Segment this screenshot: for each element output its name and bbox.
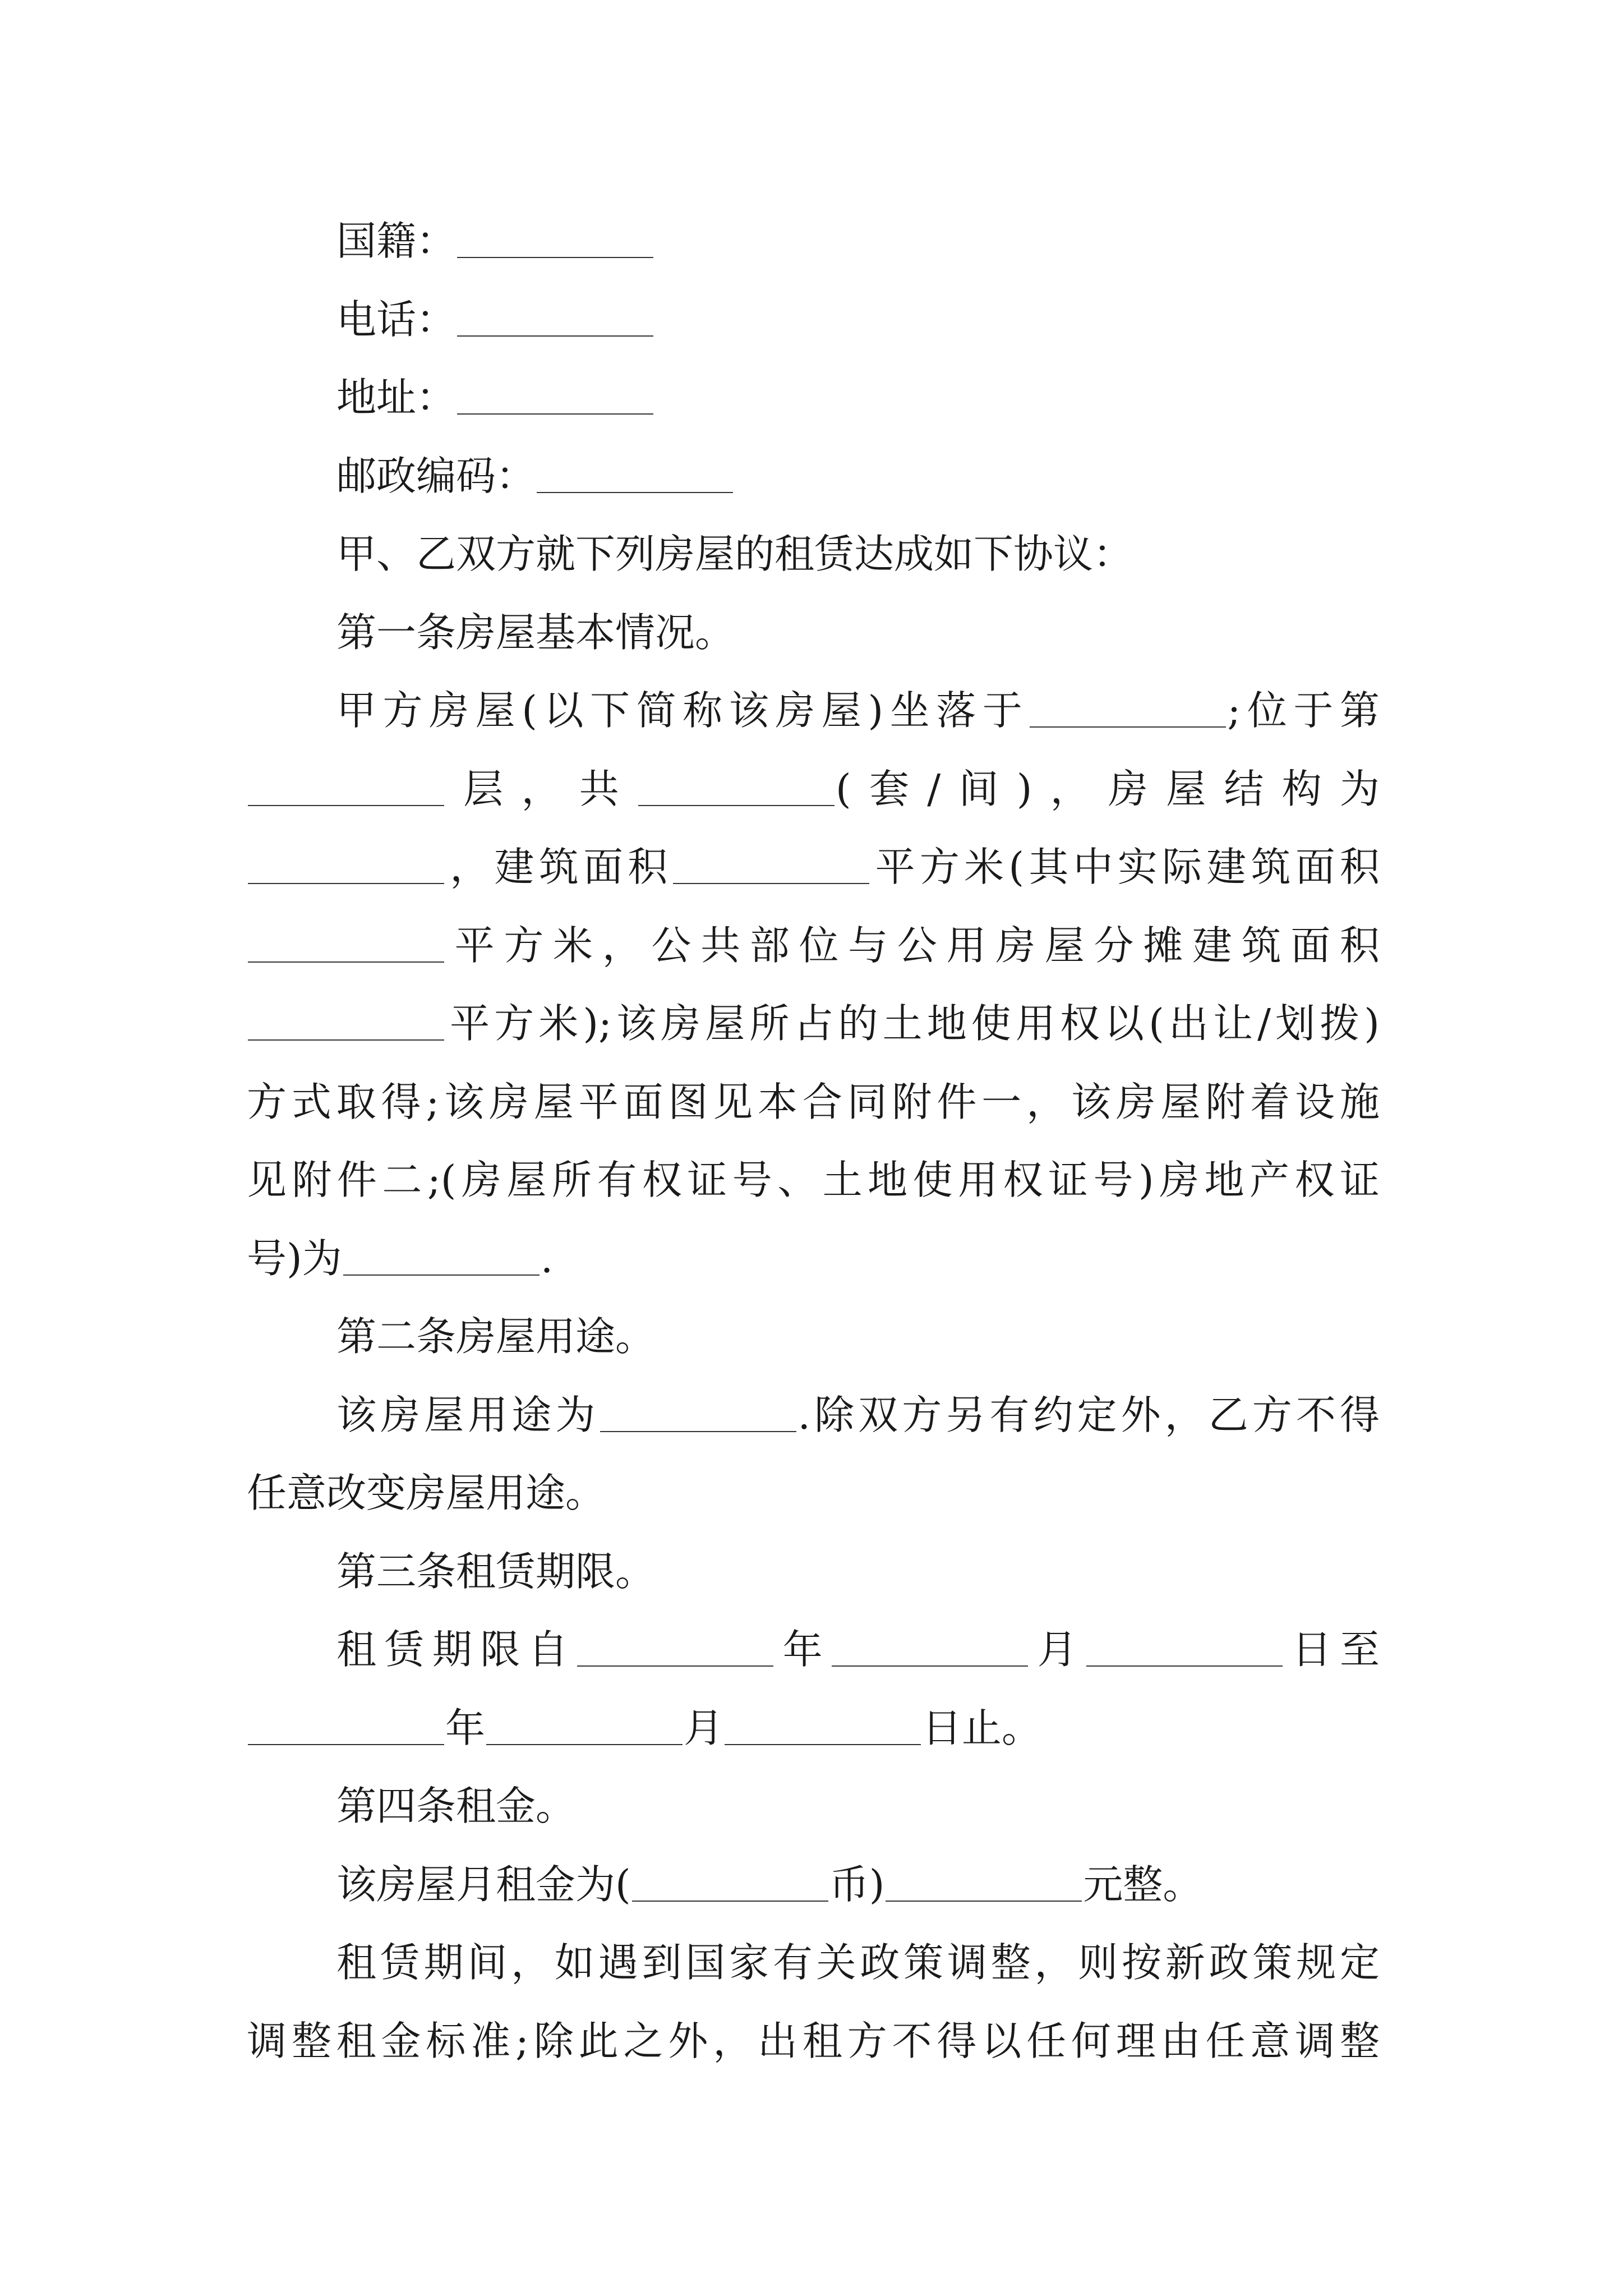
article-1-line-5: 平方米);该房屋所占的土地使用权以(出让/划拨) xyxy=(247,984,1380,1063)
structure-blank[interactable] xyxy=(248,882,444,884)
start-day-blank[interactable] xyxy=(1086,1665,1283,1667)
article-3-title: 第三条租赁期限。 xyxy=(336,1548,656,1595)
actual-area-blank[interactable] xyxy=(248,961,444,963)
article-4-title: 第四条租金。 xyxy=(336,1783,576,1829)
end-year-blank[interactable] xyxy=(248,1743,444,1745)
usage-blank[interactable] xyxy=(600,1430,796,1432)
agreement-intro: 甲、乙双方就下列房屋的租赁达成如下协议： xyxy=(336,531,1133,577)
location-blank[interactable] xyxy=(1030,726,1226,728)
postal-code-line: 邮政编码： xyxy=(247,437,1380,516)
article-1-line-6: 方式取得;该房屋平面图见本合同附件一，该房屋附着设施 xyxy=(247,1078,1380,1125)
article-3-line-1: 租赁期限自 年 月 日至 xyxy=(336,1626,1380,1673)
currency-blank[interactable] xyxy=(632,1900,828,1902)
end-day-blank[interactable] xyxy=(725,1743,921,1745)
contract-body xyxy=(247,202,1380,2080)
article-1-line-7: 见附件二;(房屋所有权证号、土地使用权证号)房地产权证 xyxy=(247,1157,1380,1203)
rent-amount-blank[interactable] xyxy=(886,1900,1082,1902)
nationality-blank[interactable] xyxy=(457,256,653,258)
article-2-line-2: 任意改变房屋用途。 xyxy=(247,1470,606,1516)
floor-blank[interactable] xyxy=(248,804,444,806)
postal-code-blank[interactable] xyxy=(537,491,733,493)
address-blank[interactable] xyxy=(457,413,653,415)
start-month-blank[interactable] xyxy=(832,1665,1028,1667)
building-area-blank[interactable] xyxy=(673,882,869,884)
phone-line: 电话： xyxy=(247,280,1380,359)
phone-blank[interactable] xyxy=(457,335,653,337)
article-4-line-3: 调整租金标准;除此之外，出租方不得以任何理由任意调整 xyxy=(247,2017,1380,2064)
article-3-line-2: 年 月 日止。 xyxy=(247,1689,1380,1768)
article-1-line-2: 层，共 (套/间)，房屋结构为 xyxy=(247,750,1380,829)
article-1-line-8: 号)为 . xyxy=(247,1235,554,1282)
article-4-line-1: 该房屋月租金为( 币) 元整。 xyxy=(336,1861,1203,1908)
nationality-line: 国籍： xyxy=(247,202,1380,280)
start-year-blank[interactable] xyxy=(577,1665,773,1667)
article-4-line-2: 租赁期间，如遇到国家有关政策调整，则按新政策规定 xyxy=(336,1939,1380,1986)
total-blank[interactable] xyxy=(638,804,834,806)
end-month-blank[interactable] xyxy=(486,1743,683,1745)
article-1-line-1: 甲方房屋(以下简称该房屋)坐落于 ;位于第 xyxy=(336,687,1380,734)
article-1-line-3: ，建筑面积 平方米(其中实际建筑面积 xyxy=(247,828,1380,907)
address-line: 地址： xyxy=(247,358,1380,437)
article-2-line-1: 该房屋用途为 .除双方另有约定外，乙方不得 xyxy=(336,1391,1380,1438)
article-1-title: 第一条房屋基本情况。 xyxy=(336,609,735,656)
shared-area-blank[interactable] xyxy=(248,1039,444,1041)
certificate-number-blank[interactable] xyxy=(343,1274,540,1276)
article-1-line-4: 平方米，公共部位与公用房屋分摊建筑面积 xyxy=(247,907,1380,985)
article-2-title: 第二条房屋用途。 xyxy=(336,1313,656,1360)
